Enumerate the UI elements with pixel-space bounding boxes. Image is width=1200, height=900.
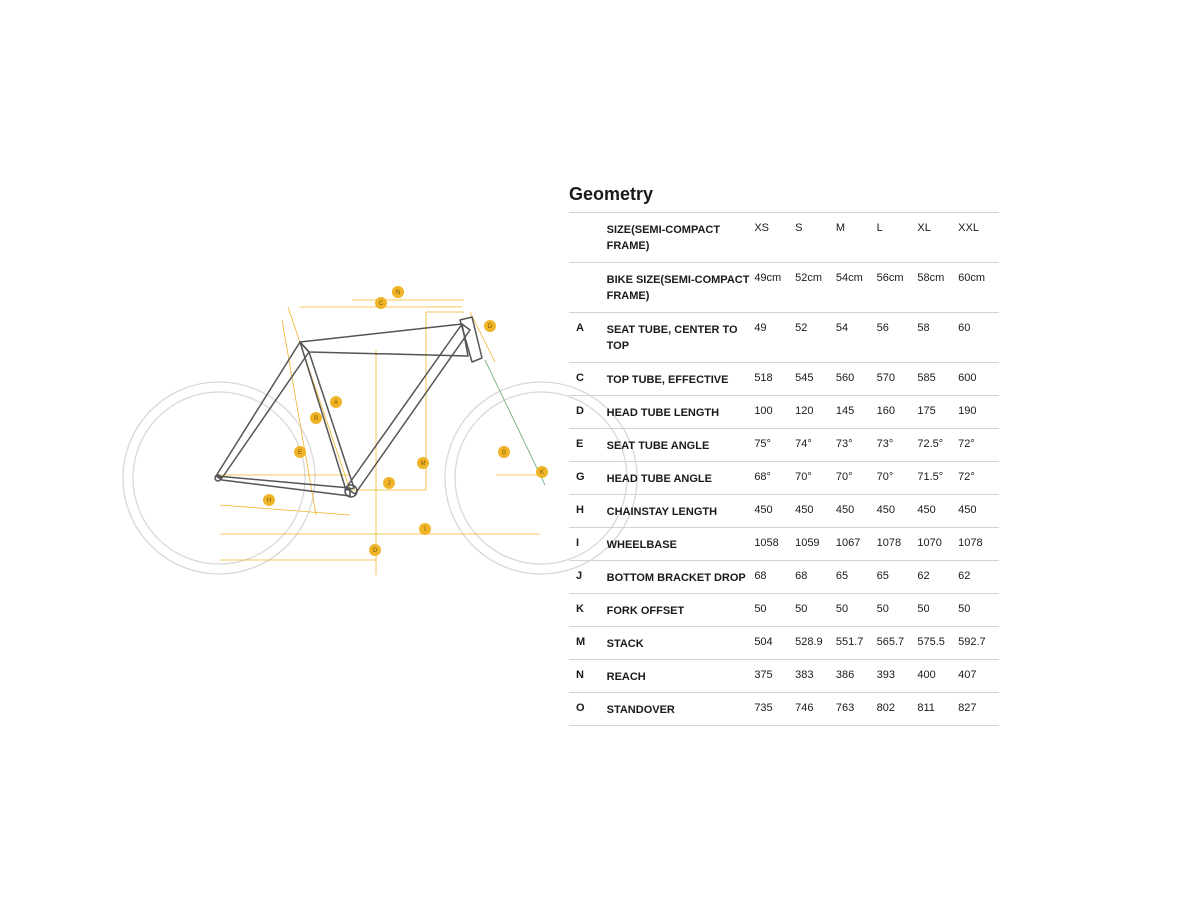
row-value: 551.7 bbox=[836, 627, 877, 660]
badge-label-M: M bbox=[420, 461, 426, 467]
bike-size-value: 49cm bbox=[754, 263, 795, 313]
badge-label-A: A bbox=[333, 400, 339, 406]
table-row bbox=[569, 561, 999, 594]
row-value: 70° bbox=[836, 462, 877, 495]
row-value: 120 bbox=[795, 396, 836, 429]
row-value: 518 bbox=[754, 363, 795, 396]
row-value: 52 bbox=[795, 313, 836, 363]
row-value: 58 bbox=[917, 313, 958, 363]
row-value: 811 bbox=[917, 693, 958, 726]
row-letter: G bbox=[569, 462, 607, 495]
row-letter: A bbox=[569, 313, 607, 363]
row-value: 50 bbox=[877, 594, 918, 627]
row-label: WHEELBASE bbox=[607, 528, 755, 561]
row-letter: D bbox=[569, 396, 607, 429]
row-value: 1070 bbox=[917, 528, 958, 561]
row-value: 68 bbox=[754, 561, 795, 594]
row-value: 62 bbox=[958, 561, 999, 594]
row-value: 65 bbox=[877, 561, 918, 594]
row-value: 560 bbox=[836, 363, 877, 396]
bike-size-value: 60cm bbox=[958, 263, 999, 313]
row-value: 72.5° bbox=[917, 429, 958, 462]
geometry-table bbox=[569, 212, 999, 726]
row-value: 73° bbox=[836, 429, 877, 462]
row-label: TOP TUBE, EFFECTIVE bbox=[607, 363, 755, 396]
row-label: STACK bbox=[607, 627, 755, 660]
row-value: 450 bbox=[877, 495, 918, 528]
row-value: 375 bbox=[754, 660, 795, 693]
row-label: CHAINSTAY LENGTH bbox=[607, 495, 755, 528]
row-value: 50 bbox=[836, 594, 877, 627]
row-value: 56 bbox=[877, 313, 918, 363]
row-value: 383 bbox=[795, 660, 836, 693]
badge-label-I: I bbox=[424, 527, 426, 533]
row-value: 450 bbox=[754, 495, 795, 528]
row-value: 70° bbox=[877, 462, 918, 495]
row-value: 763 bbox=[836, 693, 877, 726]
table-row bbox=[569, 594, 999, 627]
row-value: 600 bbox=[958, 363, 999, 396]
table-row bbox=[569, 660, 999, 693]
row-value: 565.7 bbox=[877, 627, 918, 660]
row-value: 70° bbox=[795, 462, 836, 495]
row-value: 1078 bbox=[958, 528, 999, 561]
size-header: XXL bbox=[958, 213, 999, 263]
bike-size-label: BIKE SIZE(SEMI-COMPACT FRAME) bbox=[607, 263, 755, 313]
size-header: XL bbox=[917, 213, 958, 263]
row-value: 1059 bbox=[795, 528, 836, 561]
row-label: HEAD TUBE LENGTH bbox=[607, 396, 755, 429]
row-letter: J bbox=[569, 561, 607, 594]
badge-label-C: C bbox=[378, 301, 384, 307]
row-value: 450 bbox=[795, 495, 836, 528]
row-value: 68 bbox=[795, 561, 836, 594]
row-value: 585 bbox=[917, 363, 958, 396]
row-value: 72° bbox=[958, 429, 999, 462]
size-header: S bbox=[795, 213, 836, 263]
fork bbox=[485, 360, 545, 485]
row-value: 54 bbox=[836, 313, 877, 363]
table-row bbox=[569, 528, 999, 561]
row-value: 145 bbox=[836, 396, 877, 429]
row-value: 71.5° bbox=[917, 462, 958, 495]
row-value: 65 bbox=[836, 561, 877, 594]
row-value: 160 bbox=[877, 396, 918, 429]
row-label: SEAT TUBE ANGLE bbox=[607, 429, 755, 462]
row-value: 50 bbox=[795, 594, 836, 627]
table-row bbox=[569, 396, 999, 429]
row-label: SEAT TUBE, CENTER TO TOP bbox=[607, 313, 755, 363]
table-header-row bbox=[569, 213, 999, 263]
row-value: 592.7 bbox=[958, 627, 999, 660]
size-header: M bbox=[836, 213, 877, 263]
row-value: 73° bbox=[877, 429, 918, 462]
row-value: 1058 bbox=[754, 528, 795, 561]
row-value: 1067 bbox=[836, 528, 877, 561]
row-value: 575.5 bbox=[917, 627, 958, 660]
row-value: 528.9 bbox=[795, 627, 836, 660]
row-value: 545 bbox=[795, 363, 836, 396]
badge-label-E: E bbox=[297, 450, 303, 456]
row-letter: O bbox=[569, 693, 607, 726]
size-header: L bbox=[877, 213, 918, 263]
row-value: 407 bbox=[958, 660, 999, 693]
badge-label-H: H bbox=[266, 498, 272, 504]
row-letter: N bbox=[569, 660, 607, 693]
table-row bbox=[569, 627, 999, 660]
row-value: 50 bbox=[958, 594, 999, 627]
row-label: REACH bbox=[607, 660, 755, 693]
row-label: STANDOVER bbox=[607, 693, 755, 726]
row-value: 72° bbox=[958, 462, 999, 495]
table-row bbox=[569, 313, 999, 363]
bike-size-value: 56cm bbox=[877, 263, 918, 313]
dimension-lines bbox=[220, 300, 541, 575]
row-label: BOTTOM BRACKET DROP bbox=[607, 561, 755, 594]
row-value: 570 bbox=[877, 363, 918, 396]
row-value: 50 bbox=[754, 594, 795, 627]
row-value: 504 bbox=[754, 627, 795, 660]
row-letter: K bbox=[569, 594, 607, 627]
badge-label-G: G bbox=[501, 450, 507, 456]
row-value: 450 bbox=[958, 495, 999, 528]
row-letter: C bbox=[569, 363, 607, 396]
badge-label-D: D bbox=[487, 324, 493, 330]
table-row bbox=[569, 495, 999, 528]
row-letter: E bbox=[569, 429, 607, 462]
row-letter: H bbox=[569, 495, 607, 528]
row-value: 400 bbox=[917, 660, 958, 693]
row-value: 50 bbox=[917, 594, 958, 627]
row-letter bbox=[569, 263, 607, 313]
row-value: 74° bbox=[795, 429, 836, 462]
table-row bbox=[569, 363, 999, 396]
row-value: 100 bbox=[754, 396, 795, 429]
bike-geometry-diagram bbox=[200, 290, 565, 580]
badge-label-B: B bbox=[313, 416, 319, 422]
table-row bbox=[569, 429, 999, 462]
row-value: 62 bbox=[917, 561, 958, 594]
row-value: 49 bbox=[754, 313, 795, 363]
page-title: Geometry bbox=[569, 184, 654, 204]
row-value: 827 bbox=[958, 693, 999, 726]
bike-size-value: 58cm bbox=[917, 263, 958, 313]
row-value: 450 bbox=[917, 495, 958, 528]
badge-label-N: N bbox=[395, 290, 401, 296]
row-value: 735 bbox=[754, 693, 795, 726]
row-value: 1078 bbox=[877, 528, 918, 561]
row-label: HEAD TUBE ANGLE bbox=[607, 462, 755, 495]
size-header: XS bbox=[754, 213, 795, 263]
row-value: 386 bbox=[836, 660, 877, 693]
row-value: 175 bbox=[917, 396, 958, 429]
row-value: 68° bbox=[754, 462, 795, 495]
badge-label-O: O bbox=[372, 548, 378, 554]
row-label: FORK OFFSET bbox=[607, 594, 755, 627]
bike-size-row bbox=[569, 263, 999, 313]
row-value: 802 bbox=[877, 693, 918, 726]
badge-label-J: J bbox=[387, 481, 391, 487]
row-value: 746 bbox=[795, 693, 836, 726]
row-value: 75° bbox=[754, 429, 795, 462]
row-letter: M bbox=[569, 627, 607, 660]
row-value: 60 bbox=[958, 313, 999, 363]
row-letter bbox=[569, 213, 607, 263]
row-letter: I bbox=[569, 528, 607, 561]
bike-size-value: 52cm bbox=[795, 263, 836, 313]
row-value: 393 bbox=[877, 660, 918, 693]
bike-frame bbox=[215, 317, 482, 497]
header-label: SIZE(SEMI-COMPACT FRAME) bbox=[607, 213, 755, 263]
badge-label-K: K bbox=[539, 470, 545, 476]
row-value: 190 bbox=[958, 396, 999, 429]
table-row bbox=[569, 462, 999, 495]
bike-size-value: 54cm bbox=[836, 263, 877, 313]
table-row bbox=[569, 693, 999, 726]
row-value: 450 bbox=[836, 495, 877, 528]
